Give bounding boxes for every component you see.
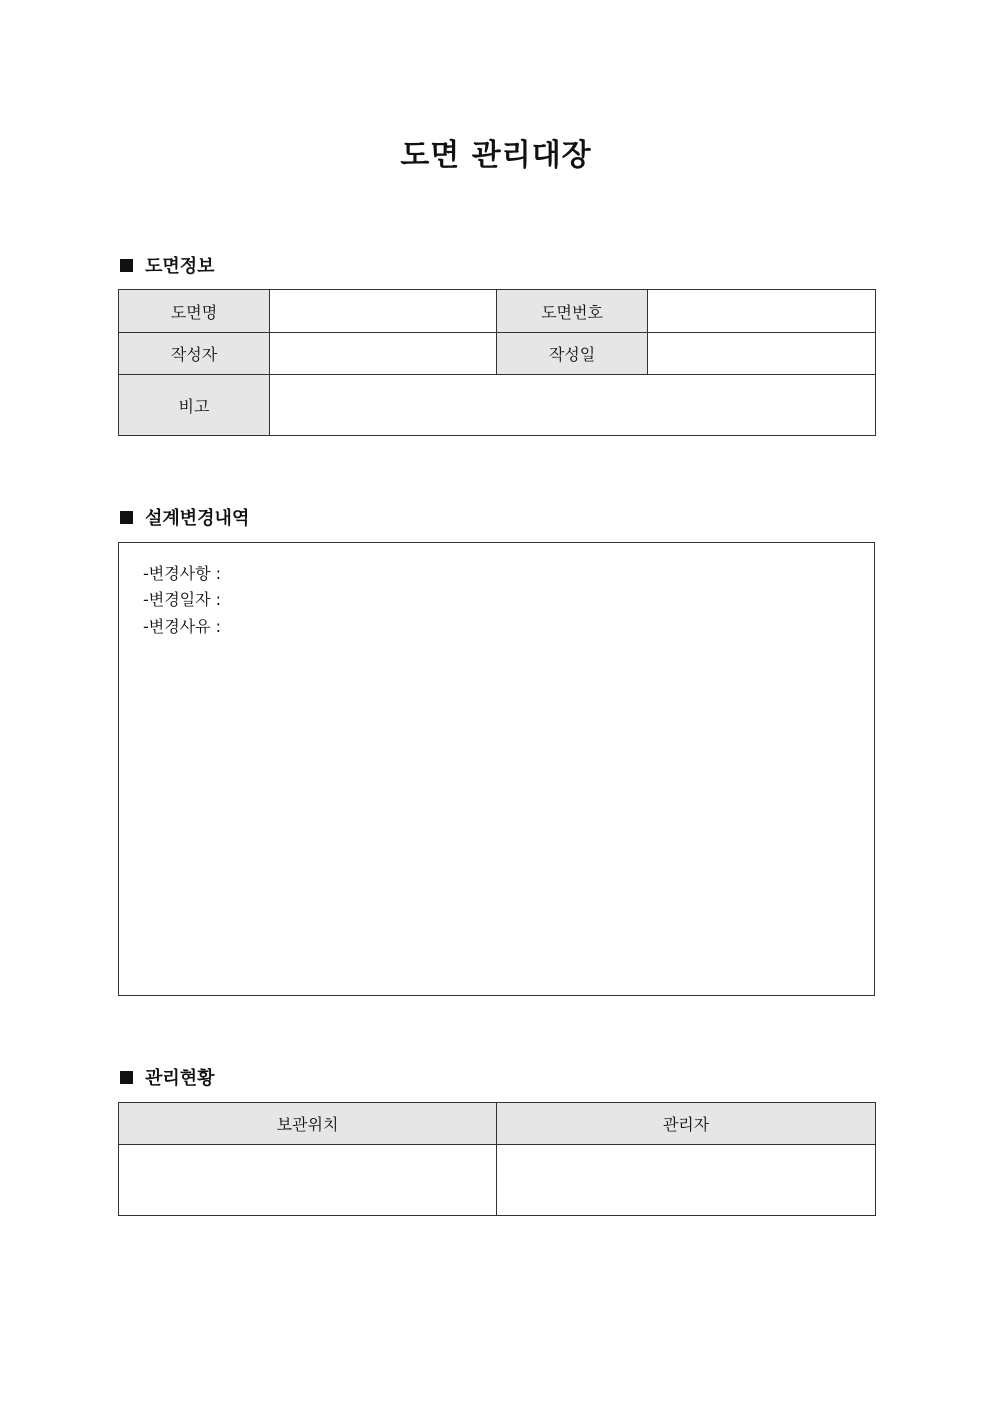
author-field[interactable] (270, 333, 497, 375)
table-row (119, 290, 876, 333)
page-title: 도면 관리대장 (400, 138, 592, 173)
table-row (119, 1145, 876, 1216)
change-date-line: -변경일자 : (143, 590, 222, 609)
remarks-field[interactable] (270, 375, 876, 436)
management-heading (120, 1065, 215, 1089)
date-created-label: 작성일 (497, 333, 648, 375)
storage-location-field[interactable] (119, 1145, 497, 1216)
design-changes-heading-label: 설계변경내역 (145, 508, 250, 529)
drawing-name-field[interactable] (270, 290, 497, 333)
design-changes-box[interactable] (118, 542, 875, 996)
drawing-info-table (118, 289, 876, 436)
manager-field[interactable] (497, 1145, 876, 1216)
management-heading-label: 관리현황 (145, 1068, 215, 1089)
management-table (118, 1102, 876, 1216)
table-row (119, 333, 876, 375)
author-label: 작성자 (119, 333, 270, 375)
square-bullet-icon (120, 1071, 133, 1084)
square-bullet-icon (120, 259, 133, 272)
manager-header: 관리자 (497, 1103, 876, 1145)
table-row (119, 375, 876, 436)
change-reason-line: -변경사유 : (143, 617, 222, 636)
storage-location-header: 보관위치 (119, 1103, 497, 1145)
drawing-info-heading (120, 253, 215, 277)
drawing-number-label: 도면번호 (497, 290, 648, 333)
drawing-info-heading-label: 도면정보 (145, 256, 215, 277)
remarks-label: 비고 (119, 375, 270, 436)
change-item-line: -변경사항 : (143, 564, 222, 583)
date-created-field[interactable] (648, 333, 876, 375)
design-changes-heading (120, 505, 249, 529)
square-bullet-icon (120, 511, 133, 524)
drawing-name-label: 도면명 (119, 290, 270, 333)
table-row (119, 1103, 876, 1145)
drawing-number-field[interactable] (648, 290, 876, 333)
